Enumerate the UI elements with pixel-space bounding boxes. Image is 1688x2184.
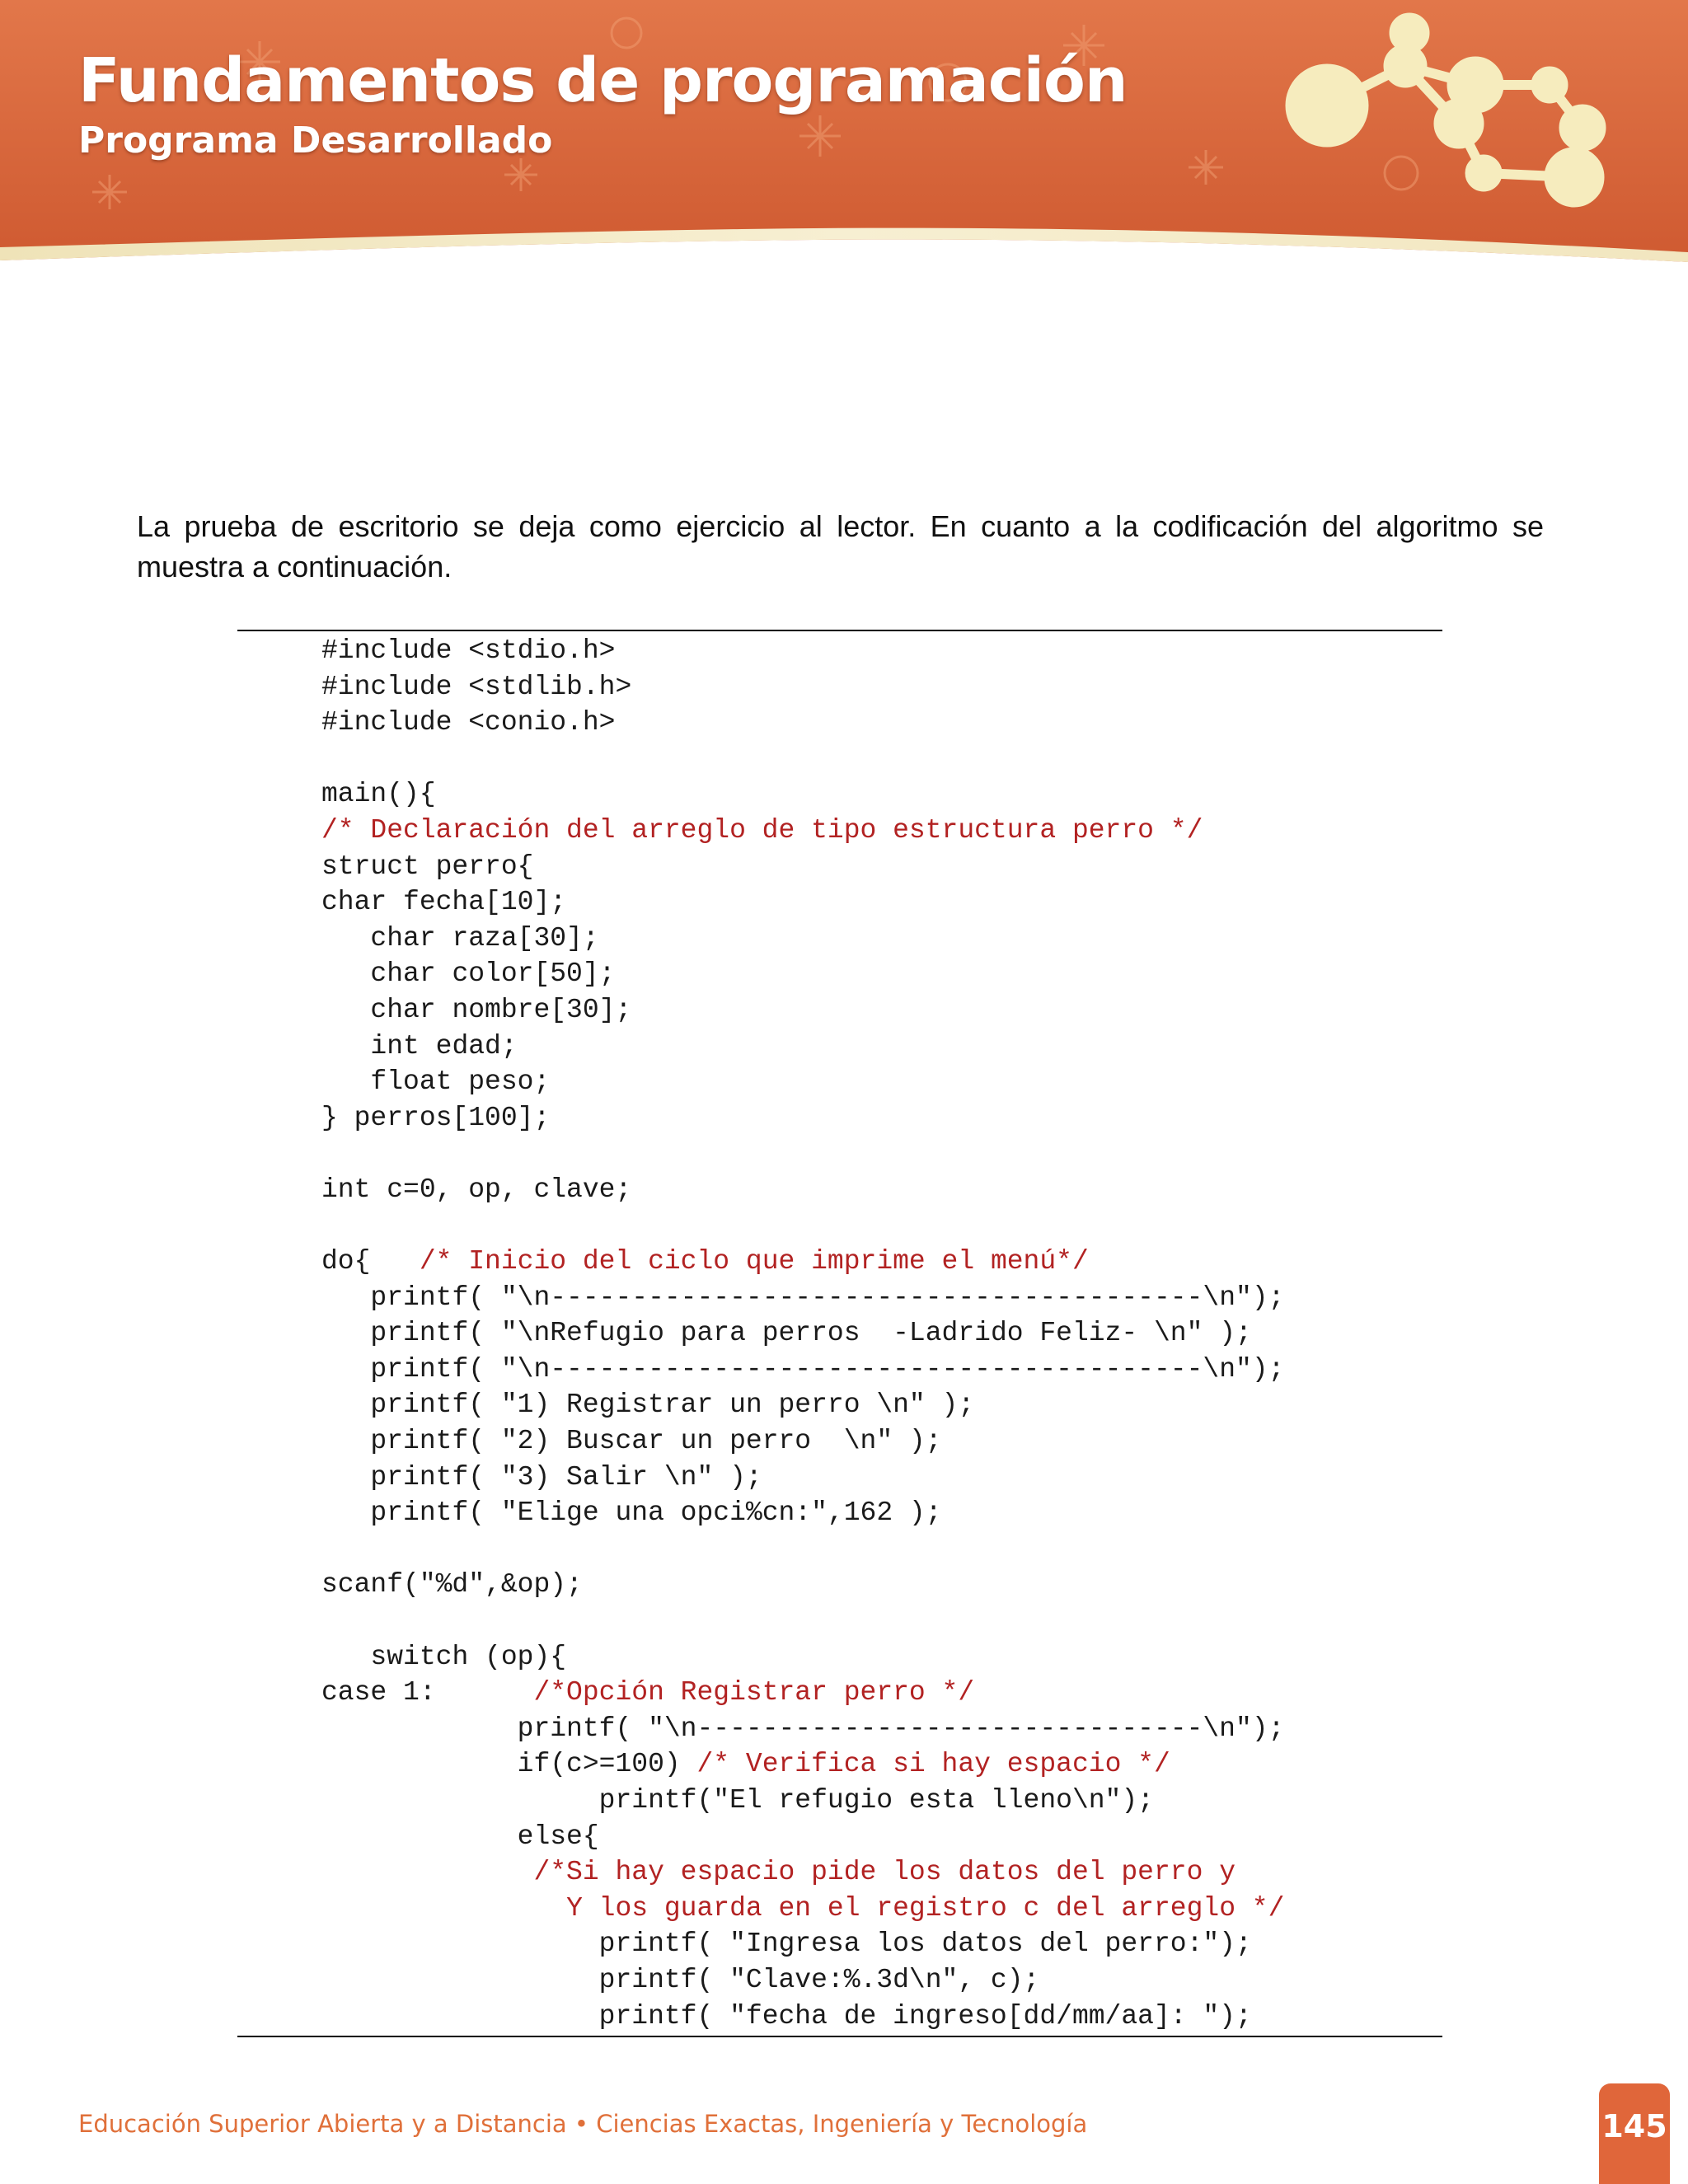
code-line [321,1208,1284,1244]
code-line [321,1244,1284,1280]
code-line [321,1136,1284,1172]
code-text: main(){ [321,779,436,810]
code-text: case 1: [321,1677,534,1708]
code-line [321,884,1284,921]
code-text: printf( "Clave:%.3d\n", c); [598,1964,1040,1995]
page-header [0,0,1688,280]
code-indent [321,1965,599,1995]
document-subtitle: Programa Desarrollado [78,120,553,162]
code-comment: /* Declaración del arreglo de tipo estructura perro */ [321,814,1203,846]
code-line [321,992,1284,1029]
code-listing [321,633,1284,2034]
code-indent [321,1821,518,1852]
code-line [321,921,1284,957]
code-comment: /*Si hay espacio pide los datos del perro y [533,1857,1236,1888]
code-text: char color[50]; [370,958,616,990]
code-text: char fecha[10]; [321,887,567,918]
code-text: #include <stdio.h> [321,635,616,666]
code-line [321,1783,1284,1819]
code-line [321,1999,1284,2035]
code-bottom-rule [237,2036,1442,2037]
code-text: int edad; [370,1030,518,1062]
code-indent [321,1713,518,1744]
code-text: printf( "fecha de ingreso[dd/mm/aa]: "); [598,2000,1252,2032]
code-line [321,1854,1284,1891]
code-indent [321,1893,566,1924]
intro-paragraph: La prueba de escritorio se deja como ejercicio al lector. En cuanto a la codificación del algoritmo se muestra a continuación. [137,509,1544,583]
code-line [321,1711,1284,1747]
code-line [321,1100,1284,1137]
code-text: do{ [321,1246,420,1277]
document-title: Fundamentos de programación [78,45,1128,116]
code-text: else{ [517,1821,599,1852]
code-text: printf( "2) Buscar un perro \n" ); [370,1426,942,1457]
code-line [321,1675,1284,1711]
code-indent [321,1031,370,1062]
code-indent [321,1390,370,1420]
code-indent [321,1354,370,1385]
code-line [321,1639,1284,1675]
code-text: printf( "\n----------------------------------------\n"); [370,1353,1285,1385]
code-text: #include <stdlib.h> [321,671,632,702]
code-line [321,1819,1284,1855]
code-indent [321,1785,599,1816]
code-line [321,849,1284,885]
code-line [321,1352,1284,1388]
code-top-rule [237,630,1442,631]
code-line [321,1029,1284,1065]
code-line [321,956,1284,992]
code-text: float peso; [370,1066,551,1098]
code-indent [321,1318,370,1348]
code-indent [321,1462,370,1493]
code-line [321,669,1284,705]
code-indent [321,1749,518,1779]
code-text: printf( "Elige una opci%cn:",162 ); [370,1497,942,1529]
code-line [321,776,1284,813]
code-line [321,1891,1284,1927]
page-number-tab [1599,2083,1670,2184]
code-indent [321,1066,370,1097]
code-line [321,633,1284,669]
code-line [321,1460,1284,1496]
code-indent [321,1929,599,1959]
code-line [321,705,1284,741]
code-comment: Y los guarda en el registro c del arreglo */ [566,1892,1285,1924]
code-line [321,1280,1284,1316]
code-indent [321,2001,599,2032]
code-indent [321,923,370,954]
code-text: int c=0, op, clave; [321,1174,632,1205]
code-text: printf( "\n----------------------------------------\n"); [370,1282,1285,1313]
code-text: struct perro{ [321,851,534,882]
code-text: #include <conio.h> [321,707,616,738]
code-indent [321,1426,370,1456]
code-indent [321,1857,533,1887]
code-line [321,1531,1284,1568]
code-line [321,813,1284,849]
code-indent [321,1497,370,1528]
code-indent [321,958,370,989]
code-comment: /* Inicio del ciclo que imprime el menú*/ [419,1246,1089,1277]
code-text: char raza[30]; [370,922,599,954]
code-line [321,1746,1284,1783]
footer-text: Educación Superior Abierta y a Distancia • Ciencias Exactas, Ingeniería y Tecnología [78,2110,1088,2138]
code-comment: /* Verifica si hay espacio */ [696,1749,1170,1780]
code-text: printf( "3) Salir \n" ); [370,1461,762,1493]
code-line [321,1387,1284,1423]
code-text: switch (op){ [370,1641,567,1672]
code-text: printf( "\n-------------------------------\n"); [517,1713,1285,1744]
code-line [321,1962,1284,1999]
code-text: printf( "Ingresa los datos del perro:"); [598,1929,1252,1960]
code-indent [321,1282,370,1313]
code-text: scanf("%d",&op); [321,1569,583,1601]
code-indent [321,1642,370,1672]
code-text: char nombre[30]; [370,994,632,1025]
code-indent [321,995,370,1025]
page-number: 145 [1601,2108,1667,2144]
code-comment: /*Opción Registrar perro */ [533,1677,975,1708]
code-line [321,1315,1284,1352]
code-line [321,1172,1284,1208]
code-line [321,1926,1284,1962]
code-line [321,1603,1284,1639]
code-text: printf( "\nRefugio para perros -Ladrido Feliz- \n" ); [370,1318,1252,1349]
code-line [321,1423,1284,1460]
code-text: printf("El refugio esta lleno\n"); [598,1785,1154,1816]
code-text: } perros[100]; [321,1102,551,1133]
code-line [321,741,1284,777]
code-line [321,1495,1284,1531]
code-line [321,1567,1284,1603]
code-text: printf( "1) Registrar un perro \n" ); [370,1390,975,1421]
code-text: if(c>=100) [517,1749,697,1780]
code-line [321,1064,1284,1100]
